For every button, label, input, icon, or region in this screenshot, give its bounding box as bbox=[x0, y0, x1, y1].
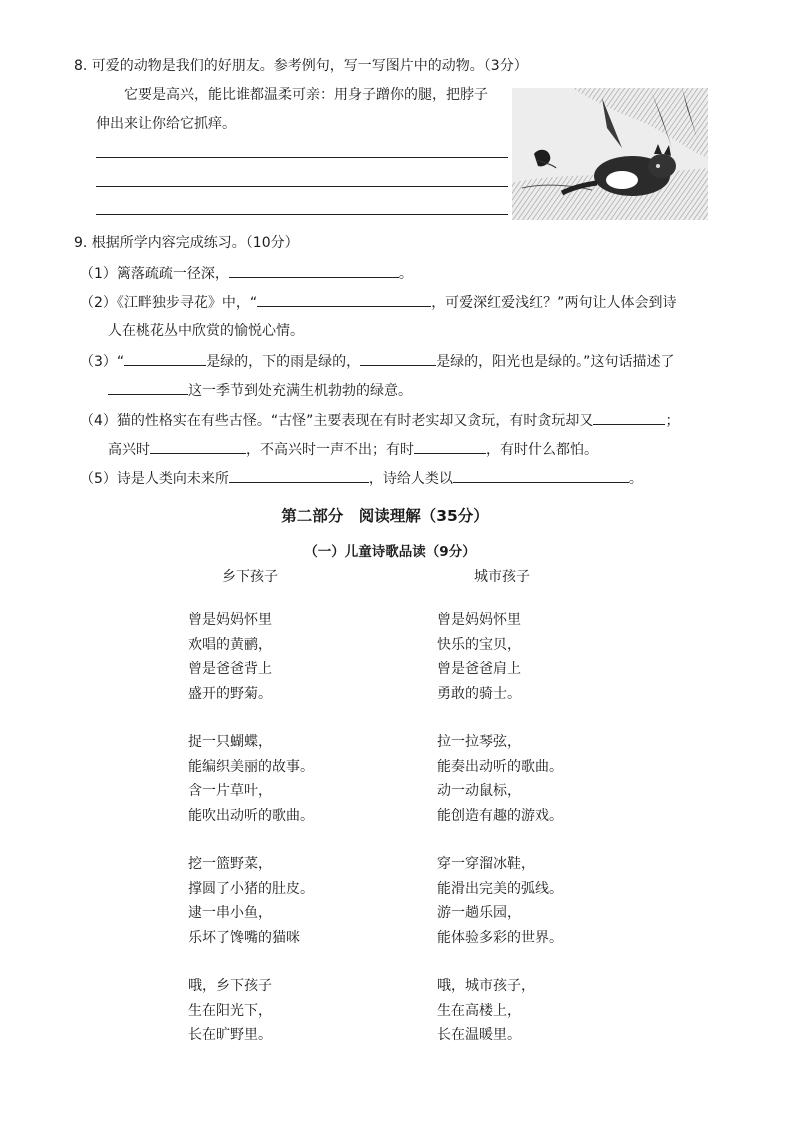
item-text: 诗是人类向未来所 bbox=[116, 471, 229, 487]
poem-line: 能滑出完美的弧线。 bbox=[437, 880, 563, 897]
blank-3b[interactable] bbox=[360, 350, 436, 366]
item-text: 。 bbox=[628, 471, 643, 487]
stanza bbox=[437, 608, 563, 706]
poem-line: 盛开的野菊。 bbox=[188, 685, 272, 702]
stanza bbox=[437, 730, 563, 828]
poem-line: 逮一串小鱼， bbox=[188, 905, 272, 921]
q8-prompt: 8. 可爱的动物是我们的好朋友。参考例句，写一写图片中的动物。（3分） bbox=[74, 58, 528, 74]
poem-line: 穿一穿溜冰鞋， bbox=[437, 856, 535, 872]
item-text: ； bbox=[665, 413, 680, 429]
blank-4b[interactable] bbox=[150, 438, 246, 454]
poem-line: 拉一拉琴弦， bbox=[437, 734, 521, 750]
item-text: 。 bbox=[398, 266, 413, 282]
stanza bbox=[188, 852, 314, 950]
poem-line: 曾是妈妈怀里 bbox=[437, 612, 521, 628]
poem-line: 能奏出动听的歌曲。 bbox=[437, 758, 563, 775]
q9-item-3 bbox=[80, 350, 674, 371]
cat-illustration bbox=[512, 88, 708, 220]
q8-answer-line-1[interactable] bbox=[96, 157, 508, 158]
poem-line: 欢唱的黄鹂， bbox=[188, 636, 272, 653]
blank-1[interactable] bbox=[229, 262, 399, 278]
q9-item-1 bbox=[80, 262, 413, 283]
poem-line: 能吹出动听的歌曲。 bbox=[188, 807, 314, 824]
item-text: 是绿的，下的雨是绿的， bbox=[206, 354, 361, 370]
q8-example-line1: 它要是高兴，能比谁都温柔可亲：用身子蹭你的腿，把脖子 bbox=[124, 87, 488, 103]
item-text: “ bbox=[116, 354, 125, 370]
poem-line: 快乐的宝贝， bbox=[437, 636, 521, 653]
stanza bbox=[437, 852, 563, 950]
q8-example-line2: 伸出来让你给它抓痒。 bbox=[96, 116, 236, 132]
poem-line: 长在温暖里。 bbox=[437, 1027, 521, 1043]
q9-item-5 bbox=[80, 467, 643, 488]
blank-3a[interactable] bbox=[124, 350, 206, 366]
item-number: （3） bbox=[80, 354, 117, 370]
item-number: （2） bbox=[80, 295, 117, 311]
blank-5a[interactable] bbox=[229, 467, 369, 483]
q9-item-2-cont: 人在桃花丛中欣赏的愉悦心情。 bbox=[108, 323, 304, 339]
stanza bbox=[188, 730, 314, 828]
poem-line: 捉一只蝴蝶， bbox=[188, 734, 272, 750]
stanza bbox=[437, 974, 563, 1048]
item-number: （5） bbox=[80, 471, 117, 487]
poem-line: 哦，城市孩子， bbox=[437, 978, 535, 994]
poem-title-rural: 乡下孩子 bbox=[222, 569, 278, 585]
item-text: 《江畔独步寻花》中，“ bbox=[116, 295, 258, 311]
item-text: ，不高兴时一声不出；有时 bbox=[246, 442, 414, 458]
poem-line: 动一动鼠标， bbox=[437, 783, 521, 799]
poem-line: 含一片草叶， bbox=[188, 783, 272, 799]
poem-line: 生在高楼上， bbox=[437, 1002, 521, 1019]
poem-line: 曾是爸爸肩上 bbox=[437, 661, 521, 677]
poem-urban bbox=[437, 608, 563, 1072]
poem-rural bbox=[188, 608, 314, 1072]
q9-item-2 bbox=[80, 291, 676, 312]
poem-line: 长在旷野里。 bbox=[188, 1027, 272, 1043]
item-text: 高兴时 bbox=[108, 442, 150, 458]
item-text: ，诗给人类以 bbox=[368, 471, 453, 487]
item-text: ，有时什么都怕。 bbox=[486, 442, 598, 458]
q9-item-3-cont bbox=[108, 379, 412, 400]
part2-title: 第二部分 阅读理解（35分） bbox=[281, 507, 489, 525]
blank-4c[interactable] bbox=[414, 438, 486, 454]
item-text: 这一季节到处充满生机勃勃的绿意。 bbox=[188, 383, 412, 399]
item-text: ，可爱深红爱浅红？”两句让人体会到诗 bbox=[431, 295, 677, 311]
item-text: 猫的性格实在有些古怪。“古怪”主要表现在有时老实却又贪玩，有时贪玩却又 bbox=[116, 413, 594, 429]
q9-item-4 bbox=[80, 409, 679, 430]
q8-answer-line-3[interactable] bbox=[96, 214, 508, 215]
poem-line: 能创造有趣的游戏。 bbox=[437, 807, 563, 824]
poem-line: 生在阳光下， bbox=[188, 1002, 272, 1019]
item-text: 是绿的，阳光也是绿的。”这句话描述了 bbox=[436, 354, 675, 370]
poem-line: 乐坏了馋嘴的猫咪 bbox=[188, 929, 300, 946]
poem-line: 撑圆了小猪的肚皮。 bbox=[188, 880, 314, 897]
poem-line: 能体验多彩的世界。 bbox=[437, 929, 563, 946]
poem-line: 哦，乡下孩子 bbox=[188, 978, 272, 994]
blank-5b[interactable] bbox=[453, 467, 629, 483]
blank-2[interactable] bbox=[257, 291, 431, 307]
q9-prompt: 9. 根据所学内容完成练习。（10分） bbox=[74, 235, 299, 251]
poem-line: 曾是爸爸背上 bbox=[188, 661, 272, 677]
item-number: （1） bbox=[80, 266, 117, 282]
item-number: （4） bbox=[80, 413, 117, 429]
poem-line: 曾是妈妈怀里 bbox=[188, 612, 272, 628]
poem-line: 挖一篮野菜， bbox=[188, 856, 272, 872]
poem-line: 游一趟乐园， bbox=[437, 905, 521, 921]
blank-4a[interactable] bbox=[593, 409, 665, 425]
poem-title-urban: 城市孩子 bbox=[474, 569, 530, 585]
q9-item-4-cont bbox=[108, 438, 598, 459]
item-text: 篱落疏疏一径深， bbox=[116, 266, 229, 282]
stanza bbox=[188, 608, 314, 706]
section-title: （一）儿童诗歌品读（9分） bbox=[304, 544, 476, 560]
poem-line: 勇敢的骑士。 bbox=[437, 685, 521, 702]
blank-3c[interactable] bbox=[108, 379, 188, 395]
poem-line: 能编织美丽的故事。 bbox=[188, 758, 314, 775]
q8-answer-line-2[interactable] bbox=[96, 186, 508, 187]
stanza bbox=[188, 974, 314, 1048]
